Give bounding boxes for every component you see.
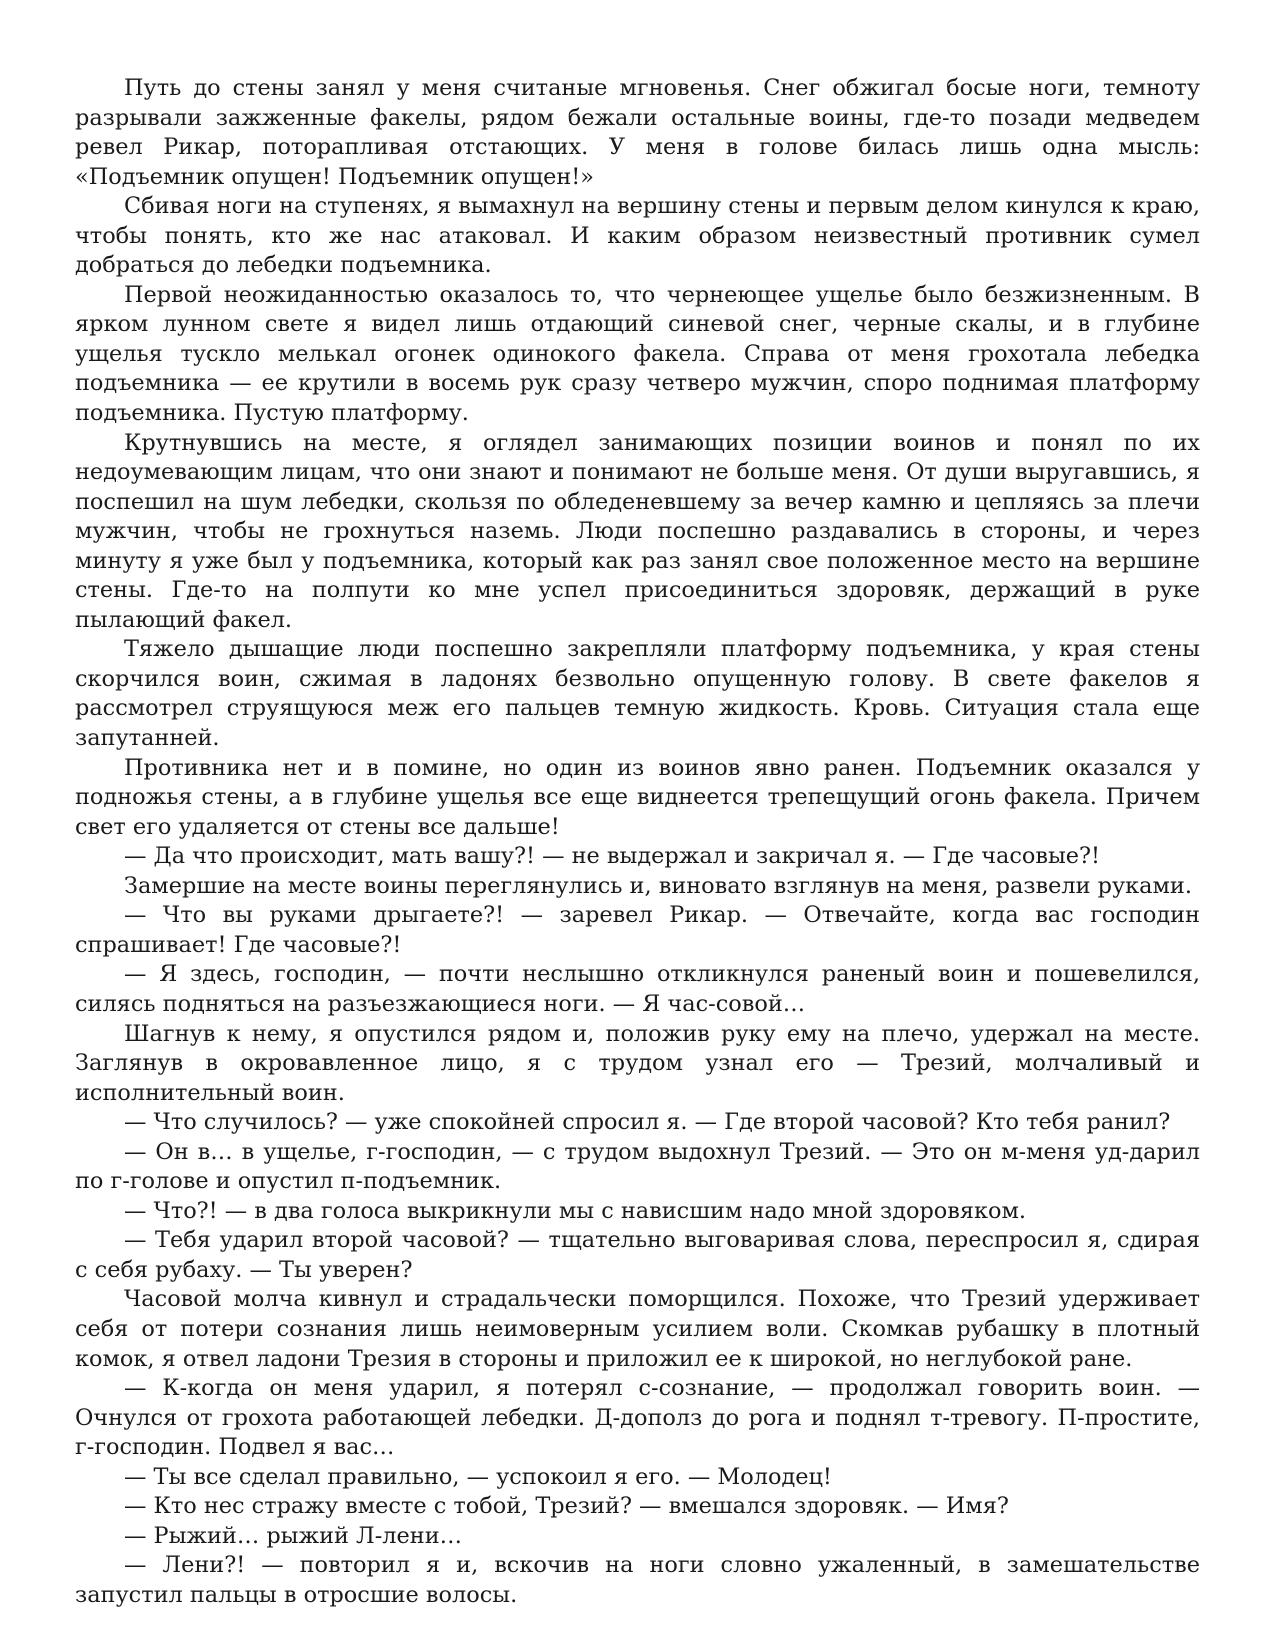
paragraph: Замершие на месте воины переглянулись и, виновато взглянув на меня, развели руками. <box>124 872 1192 899</box>
dialogue-line: — Да что происходит, мать вашу?! — не выдержал и закричал я. — Где часовые?! <box>124 843 1101 870</box>
paragraph: Путь до стены занял у меня считаные мгновенья. Снег обжигал босые ноги, темноту разрывали зажженные факелы, рядом бежали остальные воины, где-то позади медведем ревел Рикар, поторапливая отстающих. У меня в голове билась лишь одна мысль: «Подъемник опущен! Подъемник опущен!» <box>75 75 1200 190</box>
dialogue-line: — Рыжий… рыжий Л-лени… <box>124 1522 463 1549</box>
dialogue-line: — К-когда он меня ударил, я потерял с-сознание, — продолжал говорить воин. — Очнулся от грохота работающей лебедки. Д-дополз до рога и поднял т-тревогу. П-простите, г-господин. Подвел я вас… <box>75 1375 1200 1461</box>
dialogue-line: — Что?! — в два голоса выкрикнули мы с нависшим надо мной здоровяком. <box>124 1197 1027 1224</box>
dialogue-line: — Он в… в ущелье, г-господин, — с трудом выдохнул Трезий. — Это он м-меня уд-дарил по г-голове и опустил п-подъемник. <box>75 1138 1200 1195</box>
dialogue-line: — Что случилось? — уже спокойней спросил я. — Где второй часовой? Кто тебя ранил? <box>124 1109 1171 1136</box>
dialogue-line: — Что вы руками дрыгаете?! — заревел Рикар. — Отвечайте, когда вас господин спрашивает! Где часовые?! <box>75 902 1200 958</box>
paragraph: Сбивая ноги на ступенях, я вымахнул на вершину стены и первым делом кинулся к краю, чтобы понять, кто же нас атаковал. И каким образом неизвестный противник сумел добраться до лебедки подъемника. <box>75 193 1200 279</box>
document-page <box>75 74 1200 1610</box>
paragraph: Крутнувшись на месте, я оглядел занимающих позиции воинов и понял по их недоумевающим лицам, что они знают и понимают не больше меня. От души выругавшись, я поспешил на шум лебедки, скользя по обледеневшему за вечер камню и цепляясь за плечи мужчин, чтобы не грохнуться наземь. Люди поспешно раздавались в стороны, и через минуту я уже был у подъемника, который как раз занял свое положенное место на вершине стены. Где-то на полпути ко мне успел присоединиться здоровяк, держащий в руке пылающий факел. <box>75 429 1200 633</box>
paragraph: Тяжело дышащие люди поспешно закрепляли платформу подъемника, у края стены скорчился воин, сжимая в ладонях безвольно опущенную голову. В свете факелов я рассмотрел струящуюся меж его пальцев темную жидкость. Кровь. Ситуация стала еще запутанней. <box>75 636 1200 752</box>
dialogue-line: — Тебя ударил второй часовой? — тщательно выговаривая слова, переспросил я, сдирая с себя рубаху. — Ты уверен? <box>75 1227 1200 1283</box>
dialogue-line: — Ты все сделал правильно, — успокоил я его. — Молодец! <box>124 1463 832 1490</box>
paragraph: Часовой молча кивнул и страдальчески поморщился. Похоже, что Трезий удерживает себя от потери сознания лишь неимоверным усилием воли. Скомкав рубашку в плотный комок, я отвел ладони Трезия в стороны и приложил ее к широкой, но неглубокой ране. <box>75 1286 1200 1372</box>
paragraph: Противника нет и в помине, но один из воинов явно ранен. Подъемник оказался у подножья стены, а в глубине ущелья все еще виднеется трепещущий огонь факела. Причем свет его удаляется от стены все дальше! <box>75 754 1200 840</box>
paragraph: Первой неожиданностью оказалось то, что чернеющее ущелье было безжизненным. В ярком лунном свете я видел лишь отдающий синевой снег, черные скалы, и в глубине ущелья тускло мелькал огонек одинокого факела. Справа от меня грохотала лебедка подъемника — ее крутили в восемь рук сразу четверо мужчин, споро поднимая платформу подъемника. Пустую платформу. <box>75 281 1200 427</box>
dialogue-line: — Я здесь, господин, — почти неслышно откликнулся раненый воин и пошевелился, силясь подняться на разъезжающиеся ноги. — Я час-совой… <box>75 961 1200 1017</box>
dialogue-line: — Лени?! — повторил я и, вскочив на ноги словно ужаленный, в замешательстве запустил пальцы в отросшие волосы. <box>75 1552 1200 1608</box>
paragraph: Шагнув к нему, я опустился рядом и, положив руку ему на плечо, удержал на месте. Заглянув в окровавленное лицо, я с трудом узнал его — Трезий, молчаливый и исполнительный воин. <box>75 1020 1200 1106</box>
dialogue-line: — Кто нес стражу вместе с тобой, Трезий? — вмешался здоровяк. — Имя? <box>124 1493 1009 1520</box>
